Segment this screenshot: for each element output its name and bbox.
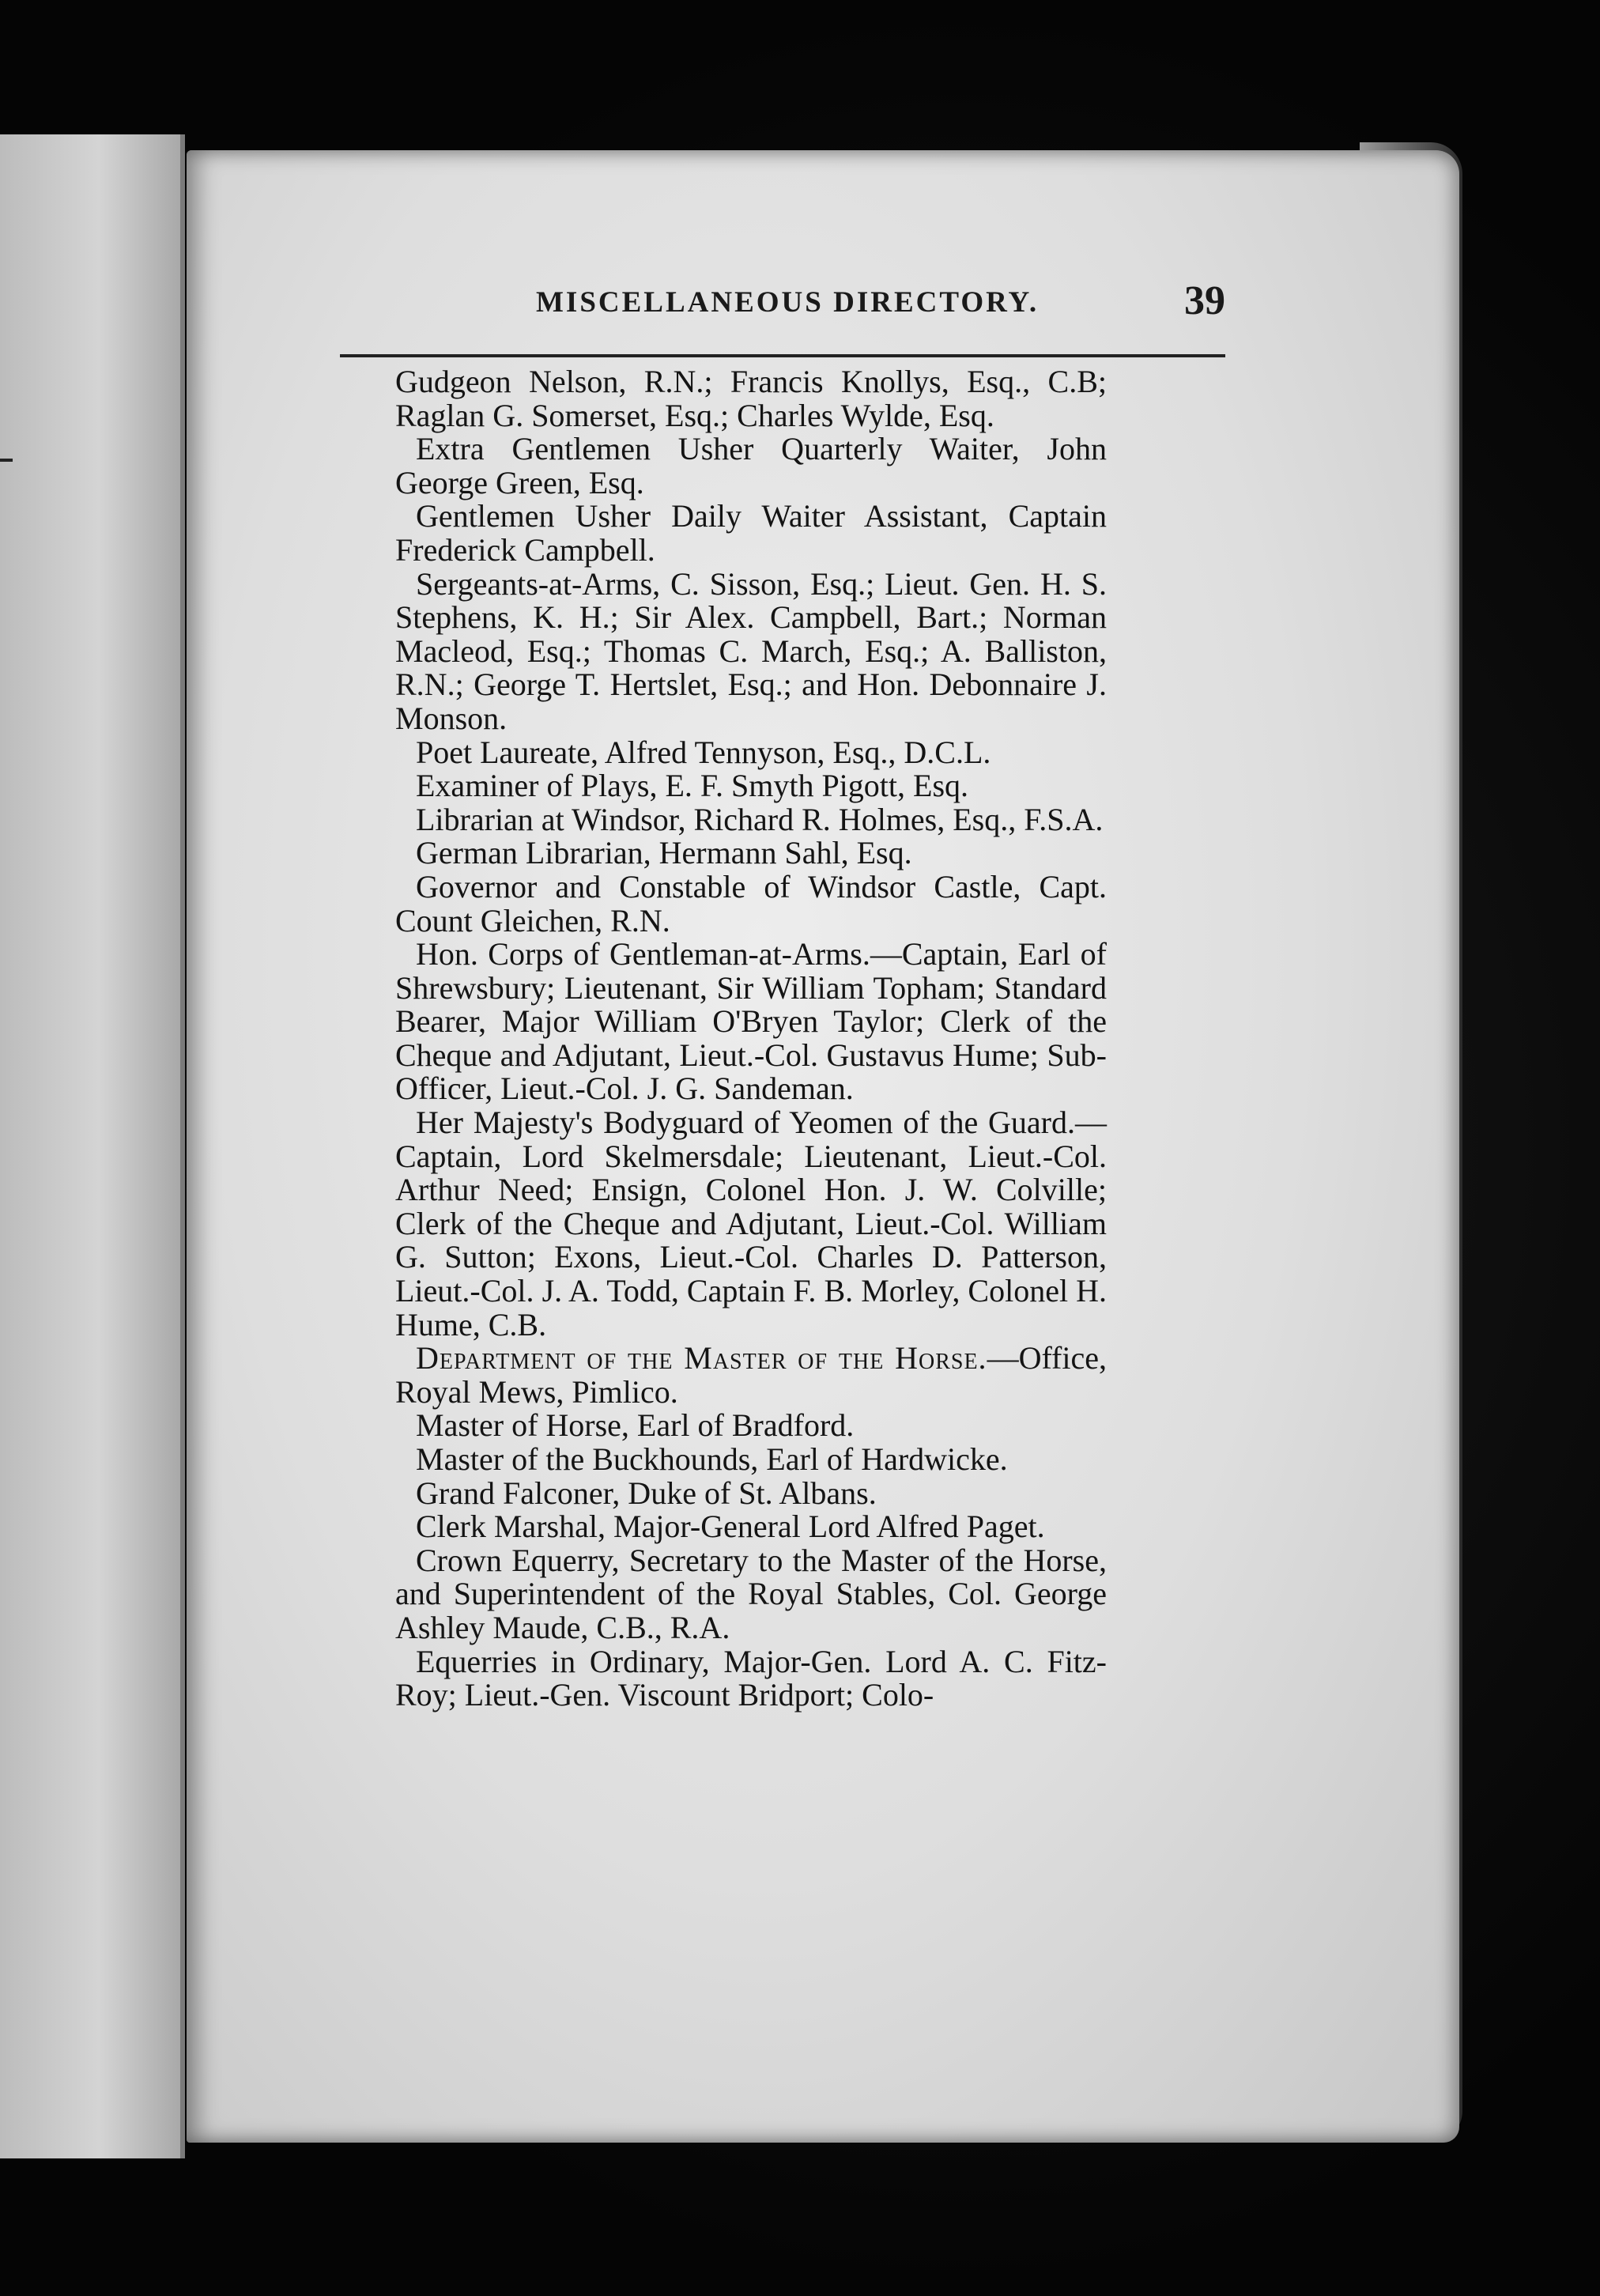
paragraph-4: Poet Laureate, Alfred Tennyson, Esq., D.C.L.: [416, 734, 991, 770]
paragraph-after-2: Grand Falconer, Duke of St. Albans.: [416, 1475, 877, 1511]
paragraph-after-4: Crown Equerry, Secretary to the Master of the Horse, and Superintendent of the Royal Stables, Col. George Ashley Maude, C.B., R.A.: [395, 1542, 1107, 1645]
paragraph-10: Her Majesty's Bodyguard of Yeomen of the Guard.—Captain, Lord Skelmersdale; Lieutenant, Lieut.-Col. Arthur Need; Ensign, Colonel Hon. J. W. Colville; Clerk of the Cheque and Adjutant, Lieut.-Col. William G. Sutton; Exons, Lieut.-Col. Charles D. Patterson, Lieut.-Col. J. A. Todd, Captain F. B. Morley, Colonel H. Hume, C.B.: [395, 1105, 1107, 1342]
page-header: [340, 278, 1225, 328]
paragraph-after-1: Master of the Buckhounds, Earl of Hardwicke.: [416, 1441, 1008, 1477]
department-paragraph: [395, 1342, 1107, 1409]
department-office: —Office, Royal Mews, Pimlico.: [395, 1340, 1107, 1410]
paragraph-1: Extra Gentlemen Usher Quarterly Waiter, John George Green, Esq.: [395, 431, 1107, 500]
paragraph-6: Librarian at Windsor, Richard R. Holmes, Esq., F.S.A.: [416, 801, 1104, 837]
running-title: MISCELLANEOUS DIRECTORY.: [536, 286, 1040, 319]
paragraph-after-5: Equerries in Ordinary, Major-Gen. Lord A. C. Fitz-Roy; Lieut.-Gen. Viscount Bridport; Colo-: [395, 1643, 1107, 1713]
department-heading: Department of the Master of the Horse.: [416, 1340, 987, 1376]
page-number: 39: [1184, 278, 1225, 323]
paragraph-after-3: Clerk Marshal, Major-General Lord Alfred Paget.: [416, 1509, 1045, 1545]
paragraph-2: Gentlemen Usher Daily Waiter Assistant, Captain Frederick Campbell.: [395, 498, 1107, 568]
header-rule: [340, 354, 1225, 357]
paragraph-after-0: Master of Horse, Earl of Bradford.: [416, 1407, 855, 1444]
directory-text: [395, 365, 1107, 1713]
paragraph-5: Examiner of Plays, E. F. Smyth Pigott, Esq.: [416, 768, 969, 804]
facing-page-edge: [0, 134, 185, 2158]
paragraph-0: Gudgeon Nelson, R.N.; Francis Knollys, Esq., C.B; Raglan G. Somerset, Esq.; Charles Wylde, Esq.: [395, 364, 1107, 433]
paragraph-9: Hon. Corps of Gentleman-at-Arms.—Captain, Earl of Shrewsbury; Lieutenant, Sir William Topham; Standard Bearer, Major William O'Bryen Taylor; Clerk of the Cheque and Adjutant, Lieut.-Col. Gustavus Hume; Sub-Officer, Lieut.-Col. J. G. Sandeman.: [395, 936, 1107, 1107]
paragraph-3: Sergeants-at-Arms, C. Sisson, Esq.; Lieut. Gen. H. S. Stephens, K. H.; Sir Alex. Campbell, Bart.; Norman Macleod, Esq.; Thomas C. March, Esq.; A. Balliston, R.N.; George T. Hertslet, Esq.; and Hon. Debonnaire J. Monson.: [395, 565, 1107, 736]
paragraph-8: Governor and Constable of Windsor Castle, Capt. Count Gleichen, R.N.: [395, 868, 1107, 938]
paragraph-7: German Librarian, Hermann Sahl, Esq.: [416, 835, 912, 871]
margin-mark: [0, 459, 13, 462]
